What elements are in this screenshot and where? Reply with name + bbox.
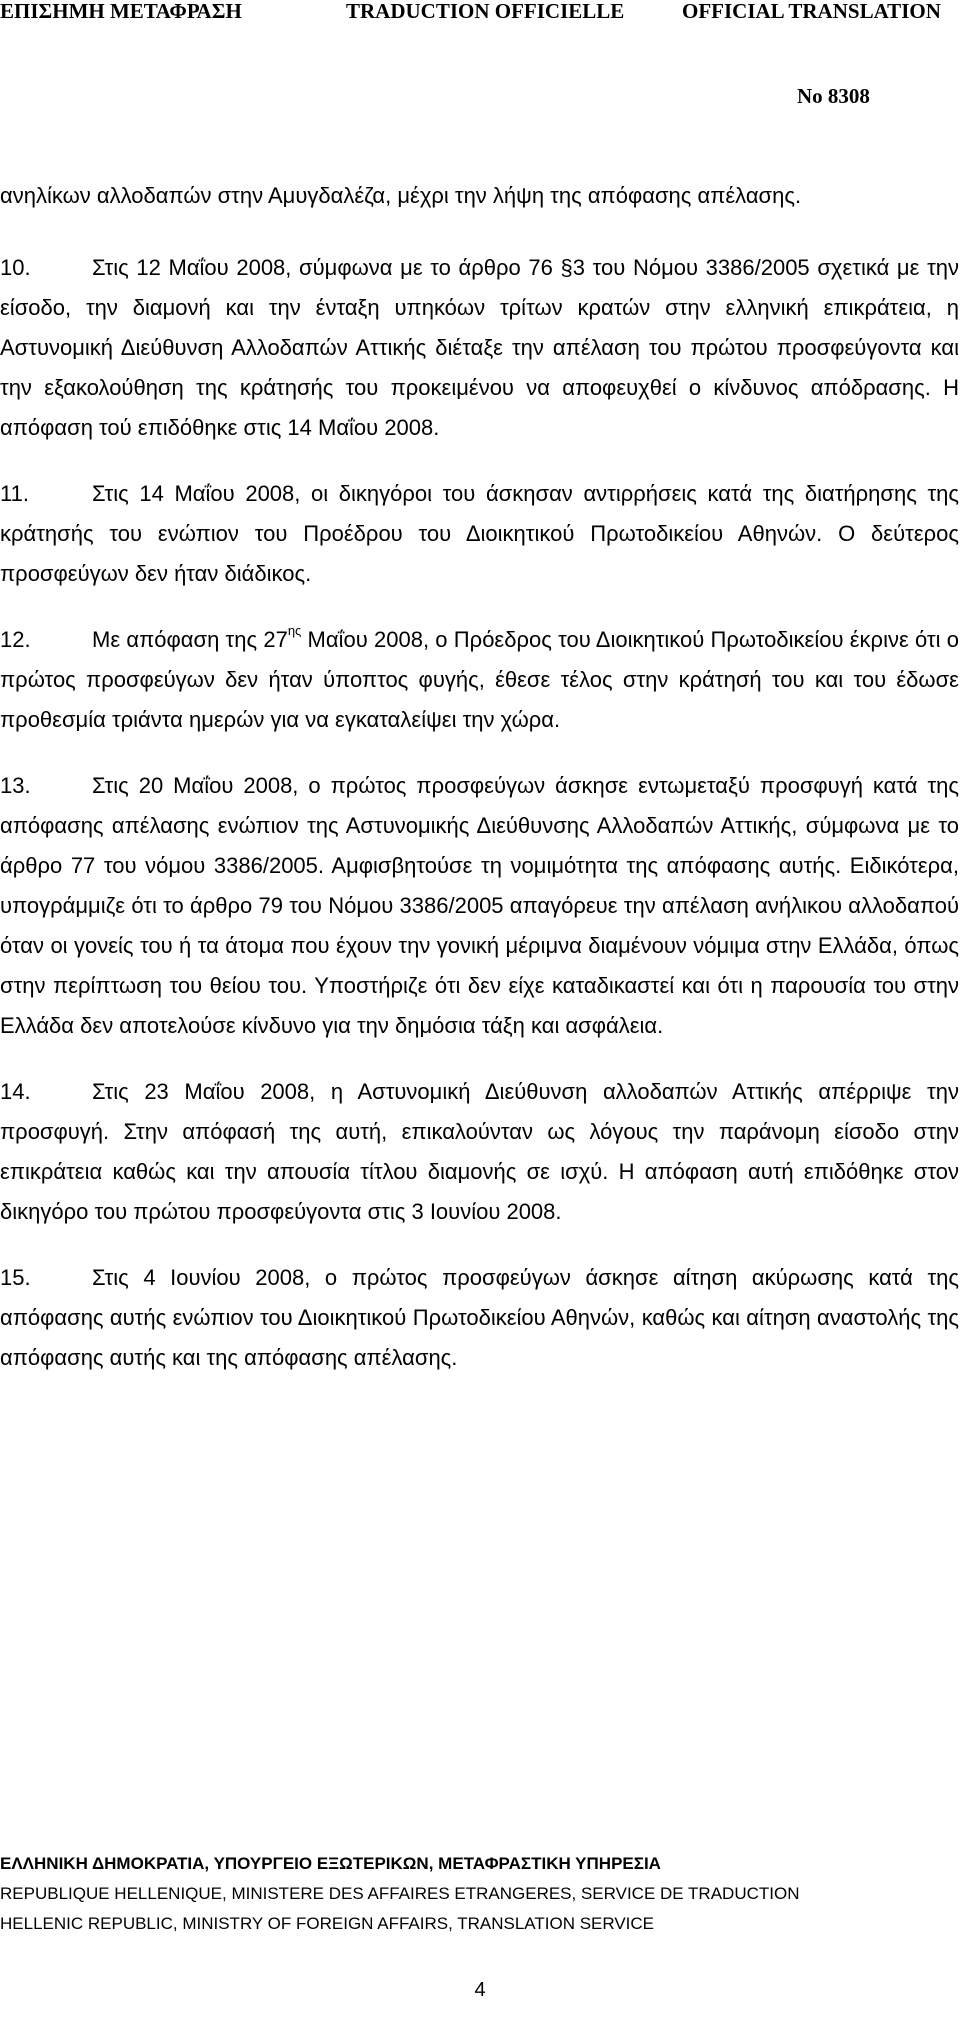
paragraph-10	[0, 248, 959, 448]
paragraph-13	[0, 766, 959, 1046]
paragraph-number: 12.	[0, 627, 31, 652]
paragraph-text: ανηλίκων αλλοδαπών στην Αμυγδαλέζα, μέχρι την λήψη της απόφασης απέλασης.	[0, 183, 802, 208]
paragraph-text: Μαΐου 2008, ο Πρόεδρος του Διοικητικού Πρωτοδικείου έκρινε ότι ο πρώτος προσφεύγων δεν ήταν ύποπτος φυγής, έθεσε τέλος στην κράτησή του και του έδωσε προθεσμία τριάντα ημερών για να εγκαταλείψει την χώρα.	[0, 627, 959, 732]
paragraph-15	[0, 1258, 959, 1378]
paragraph-number: 13.	[0, 773, 31, 798]
page-header	[0, 0, 960, 38]
footer-greek: ΕΛΛΗΝΙΚΗ ΔΗΜΟΚΡΑΤΙΑ, ΥΠΟΥΡΓΕΙΟ ΕΞΩΤΕΡΙΚΩΝ, ΜΕΤΑΦΡΑΣΤΙΚΗ ΥΠΗΡΕΣΙΑ	[0, 1854, 661, 1873]
paragraph-number: 11.	[0, 481, 29, 506]
paragraph-14	[0, 1072, 959, 1232]
page-footer	[0, 1849, 960, 1939]
header-greek-title: ΕΠΙΣΗΜΗ ΜΕΤΑΦΡΑΣΗ	[0, 0, 242, 23]
footer-french: REPUBLIQUE HELLENIQUE, MINISTERE DES AFFAIRES ETRANGERES, SERVICE DE TRADUCTION	[0, 1884, 800, 1903]
paragraph-text: Στις 23 Μαΐου 2008, η Αστυνομική Διεύθυνση αλλοδαπών Αττικής απέρριψε την προσφυγή. Στην απόφασή της αυτή, επικαλούνταν ως λόγους την παράνομη είσοδο στην επικράτεια καθώς και την απουσία τίτλου διαμονής σε ισχύ. Η απόφαση αυτή επιδόθηκε στον δικηγόρο του πρώτου προσφεύγοντα στις 3 Ιουνίου 2008.	[0, 1079, 959, 1224]
page-number: 4	[474, 1979, 486, 2001]
paragraph-number: 15.	[0, 1265, 31, 1290]
document-body	[0, 176, 959, 1404]
paragraph-number: 14.	[0, 1079, 31, 1104]
footer-english: HELLENIC REPUBLIC, MINISTRY OF FOREIGN AFFAIRS, TRANSLATION SERVICE	[0, 1914, 655, 1933]
ordinal-superscript: ης	[287, 623, 302, 638]
paragraph-text: Στις 4 Ιουνίου 2008, ο πρώτος προσφεύγων άσκησε αίτηση ακύρωσης κατά της απόφασης αυτής ενώπιον του Διοικητικού Πρωτοδικείου Αθηνών, καθώς και αίτηση αναστολής της απόφασης αυτής και της απόφασης απέλασης.	[0, 1265, 959, 1370]
header-english-title: OFFICIAL TRANSLATION	[682, 0, 941, 23]
paragraph-11	[0, 474, 959, 594]
paragraph-number: 10.	[0, 255, 31, 280]
document-number: No 8308	[797, 84, 870, 108]
paragraph-text: Στις 20 Μαΐου 2008, ο πρώτος προσφεύγων άσκησε εντωμεταξύ προσφυγή κατά της απόφασης απέλασης ενώπιον της Αστυνομικής Διεύθυνσης Αλλοδαπών Αττικής, σύμφωνα με το άρθρο 77 του νόμου 3386/2005. Αμφισβητούσε τη νομιμότητα της απόφασης αυτής. Ειδικότερα, υπογράμμιζε ότι το άρθρο 79 του Νόμου 3386/2005 απαγόρευε την απέλαση ανήλικου αλλοδαπού όταν οι γονείς του ή τα άτομα που έχουν την γονική μέριμνα διαμένουν νόμιμα στην Ελλάδα, όπως στην περίπτωση του θείου του. Υποστήριζε ότι δεν είχε καταδικαστεί και ότι η παρουσία του στην Ελλάδα δεν αποτελούσε κίνδυνο για την δημόσια τάξη και ασφάλεια.	[0, 773, 959, 1038]
header-french-title: TRADUCTION OFFICIELLE	[346, 0, 625, 23]
paragraph-12	[0, 620, 959, 740]
paragraph-text: Στις 12 Μαΐου 2008, σύμφωνα με το άρθρο 76 §3 του Νόμου 3386/2005 σχετικά με την είσοδο, την διαμονή και την ένταξη υπηκόων τρίτων κρατών στην ελληνική επικράτεια, η Αστυνομική Διεύθυνση Αλλοδαπών Αττικής διέταξε την απέλαση του πρώτου προσφεύγοντα και την εξακολούθηση της κράτησής του προκειμένου να αποφευχθεί ο κίνδυνος απόδρασης. Η απόφαση τού επιδόθηκε στις 14 Μαΐου 2008.	[0, 255, 959, 440]
paragraph-text: Στις 14 Μαΐου 2008, οι δικηγόροι του άσκησαν αντιρρήσεις κατά της διατήρησης της κράτησής του ενώπιον του Προέδρου του Διοικητικού Πρωτοδικείου Αθηνών. Ο δεύτερος προσφεύγων δεν ήταν διάδικος.	[0, 481, 959, 586]
paragraph-continuation	[0, 176, 959, 216]
paragraph-text-lead: Με απόφαση της 27	[92, 627, 288, 652]
